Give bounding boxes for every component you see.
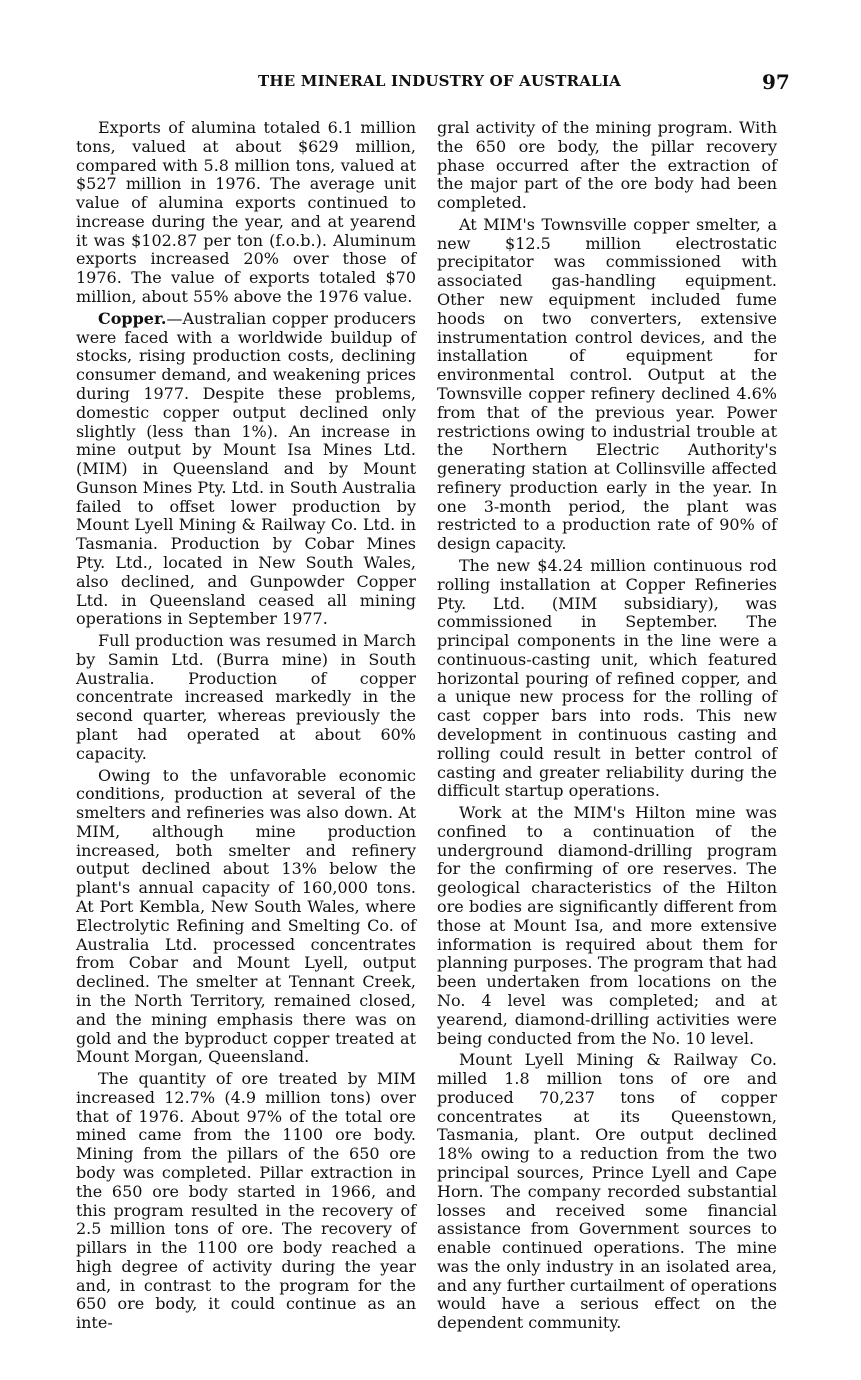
left-column	[76, 119, 416, 1336]
running-head: THE MINERAL INDUSTRY OF AUSTRALIA	[258, 72, 621, 90]
paragraph-townsville-smelter: At MIM's Townsville copper smelter, a new $12.5 million electrostatic precipitator was commissioned with associated gas-handling equipment. Other new equipment included fume hoods on two converters, extensive instrumentation control devices, and the installation of equipment for environmental control. Output at the Townsville copper refinery declined 4.6% from that of the previous year. Power restrictions owing to industrial trouble at the Northern Electric Authority's generating station at Collinsville affected refinery production early in the year. In one 3-month period, the plant was restricted to a production rate of 90% of design capacity.	[437, 214, 777, 554]
paragraph-copper-text: —Australian copper producers were faced with a worldwide buildup of stocks, rising production costs, declining consumer demand, and weakening prices during 1977. Despite these problems, domestic copper output declined only slightly (less than 1%). An increase in mine output by Mount Isa Mines Ltd. (MIM) in Queensland and by Mount Gunson Mines Pty. Ltd. in South Australia failed to offset lower production by Mount Lyell Mining & Railway Co. Ltd. in Tasmania. Production by Cobar Mines Pty. Ltd., located in New South Wales, also declined, and Gunpowder Copper Ltd. in Queensland ceased all mining operations in September 1977.	[76, 308, 416, 629]
paragraph-copper-intro	[76, 310, 416, 629]
paragraph-smelters-refineries: Owing to the unfavorable economic conditions, production at several of the smelters and refineries was also down. At MIM, although mine production increased, both smelter and refinery output declined about 13% below the plant's annual capacity of 160,000 tons. At Port Kembla, New South Wales, where Electrolytic Refining and Smelting Co. of Australia Ltd. processed concentrates from Cobar and Mount Lyell, output declined. The smelter at Tennant Creek, in the North Territory, remained closed, and the mining emphasis there was on gold and the byproduct copper treated at Mount Morgan, Queensland.	[76, 765, 416, 1067]
paragraph-alumina-exports: Exports of alumina totaled 6.1 million tons, valued at about $629 million, compared with 5.8 million tons, valued at $527 million in 1976. The average unit value of alumina exports continued to increase during the year, and at yearend it was $102.87 per ton (f.o.b.). Aluminum exports increased 20% over those of 1976. The value of exports totaled $70 million, about 55% above the 1976 value.	[76, 118, 416, 307]
section-heading-copper: Copper.	[98, 308, 167, 328]
paragraph-mining-program-continued: gral activity of the mining program. With the 650 ore body, the pillar recovery phase occurred after the extraction of the major part of the ore body had been completed.	[437, 118, 777, 213]
page-header	[0, 70, 861, 96]
paragraph-mim-ore-treated: The quantity of ore treated by MIM increased 12.7% (4.9 million tons) over that of 1976. About 97% of the total ore mined came from the 1100 ore body. Mining from the pillars of the 650 ore body was completed. Pillar extraction in the 650 ore body started in 1966, and this program resulted in the recovery of 2.5 million tons of ore. The recovery of pillars in the 1100 ore body reached a high degree of activity during the year and, in contrast to the program for the 650 ore body, it could continue as an inte-	[76, 1069, 416, 1333]
paragraph-samin-production: Full production was resumed in March by Samin Ltd. (Burra mine) in South Australia. Production of copper concentrate increased markedly in the second quarter, whereas previously the plant had operated at about 60% capacity.	[76, 631, 416, 763]
paragraph-rod-rolling: The new $4.24 million continuous rod rolling installation at Copper Refineries Pty. Ltd. (MIM subsidiary), was commissioned in September. The principal components in the line were a continuous-casting unit, which featured horizontal pouring of refined copper, and a unique new process for the rolling of cast copper bars into rods. This new development in continuous casting and rolling could result in better control of casting and greater reliability during the difficult startup operations.	[437, 555, 777, 801]
page-number: 97	[762, 70, 790, 94]
paragraph-mount-lyell: Mount Lyell Mining & Railway Co. milled 1.8 million tons of ore and produced 70,237 tons of copper concentrates at its Queenstown, Tasmania, plant. Ore output declined 18% owing to a reduction from the two principal sources, Prince Lyell and Cape Horn. The company recorded substantial losses and received some financial assistance from Government sources to enable continued operations. The mine was the only industry in an isolated area, and any further curtailment of operations would have a serious effect on the dependent community.	[437, 1050, 777, 1333]
paragraph-hilton-mine: Work at the MIM's Hilton mine was confined to a continuation of the underground diamond-drilling program for the confirming of ore reserves. The geological characteristics of the Hilton ore bodies are significantly different from those at Mount Isa, and more extensive information is required about them for planning purposes. The program that had been undertaken from locations on the No. 4 level was completed; and at yearend, diamond-drilling activities were being conducted from the No. 10 level.	[437, 803, 777, 1048]
right-column	[437, 119, 777, 1336]
